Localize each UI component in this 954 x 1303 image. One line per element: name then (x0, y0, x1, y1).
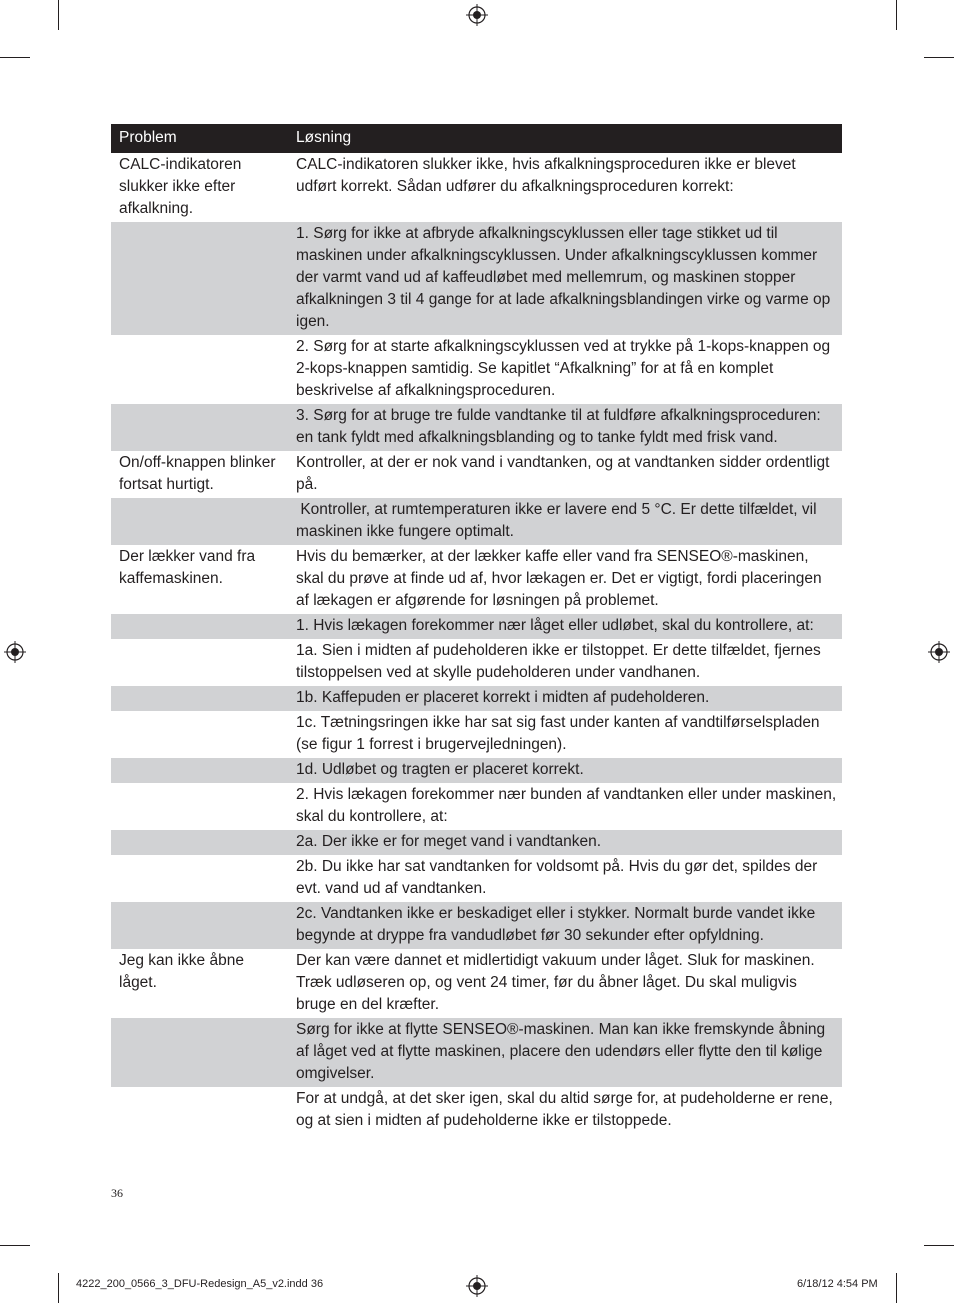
table-row (111, 758, 842, 783)
table-row (111, 711, 842, 758)
cell-solution: 1c. Tætningsringen ikke har sat sig fast under kanten af vandtilførselspladen (se figur 1 forrest i brugervejledningen). (296, 714, 824, 753)
cell-problem: Der lækker vand fra kaffemaskinen. (119, 548, 256, 587)
cell-solution: Kontroller, at rumtemperaturen ikke er lavere end 5 °C. Er dette tilfældet, vil maskinen ikke fungere optimalt. (296, 501, 821, 540)
crop-mark (58, 1273, 59, 1303)
cell-solution: Kontroller, at der er nok vand i vandtanken, og at vandtanken sidder ordentligt på. (296, 454, 834, 493)
cell-solution: 1a. Sien i midten af pudeholderen ikke er tilstoppet. Er dette tilfældet, fjernes tilstoppelsen ved at skylle pudeholderen under vandhanen. (296, 642, 826, 681)
table-row (111, 404, 842, 451)
slug-date: 6/18/12 4:54 PM (797, 1278, 878, 1290)
cell-problem (111, 855, 288, 902)
table-row (111, 830, 842, 855)
cell-problem: CALC-indikatoren slukker ikke efter afkalkning. (119, 156, 242, 217)
table-row (111, 153, 842, 222)
table-row (111, 686, 842, 711)
table-row (111, 855, 842, 902)
crop-mark (896, 0, 897, 30)
cell-problem (111, 335, 288, 404)
cell-problem (111, 830, 288, 855)
cell-solution: 2b. Du ikke har sat vandtanken for voldsomt på. Hvis du gør det, spildes der evt. vand ud af vandtanken. (296, 858, 822, 897)
cell-problem (111, 404, 288, 451)
table-body (111, 153, 842, 1134)
table-row (111, 498, 842, 545)
cell-solution: 2c. Vandtanken ikke er beskadiget eller i stykker. Normalt burde vandet ikke begynde at dryppe fra vandudløbet før 30 sekunder efter opfyldning. (296, 905, 820, 944)
cell-problem: On/off-knappen blinker fortsat hurtigt. (119, 454, 276, 493)
cell-problem (111, 222, 288, 335)
troubleshooting-table (111, 124, 842, 1134)
crop-mark (924, 1245, 954, 1246)
table-row (111, 902, 842, 949)
cell-solution: 1d. Udløbet og tragten er placeret korrekt. (296, 761, 584, 778)
cell-problem (111, 639, 288, 686)
crop-mark (0, 57, 30, 58)
table-row (111, 639, 842, 686)
crop-mark (0, 1245, 30, 1246)
table-row (111, 545, 842, 614)
cell-problem (111, 614, 288, 639)
cell-problem (111, 783, 288, 830)
table-header (111, 124, 842, 153)
header-solution: Løsning (296, 128, 352, 146)
cell-solution: Hvis du bemærker, at der lækker kaffe eller vand fra SENSEO®-maskinen, skal du prøve at finde ud af, hvor lækagen er. Det er vigtigt, fordi placeringen af lækagen er afgørende for løsningen på problemet. (296, 548, 826, 609)
cell-problem (111, 1087, 288, 1134)
cell-problem (111, 758, 288, 783)
crop-mark (896, 1273, 897, 1303)
table-row (111, 222, 842, 335)
cell-solution: 3. Sørg for at bruge tre fulde vandtanke til at fuldføre afkalkningsproceduren: en tank fyldt med afkalkningsblanding og to tanke fyldt med frisk vand. (296, 407, 826, 446)
cell-problem (111, 498, 288, 545)
header-problem: Problem (119, 128, 177, 146)
registration-mark-icon (466, 4, 488, 26)
table-row (111, 451, 842, 498)
registration-mark-icon (928, 641, 950, 663)
cell-solution: Sørg for ikke at flytte SENSEO®-maskinen. Man kan ikke fremskynde åbning af låget ved at flytte maskinen, placere den udendørs eller flytte den til kølige omgivelser. (296, 1021, 830, 1082)
cell-problem (111, 711, 288, 758)
cell-problem (111, 1018, 288, 1087)
cell-solution: 2a. Der ikke er for meget vand i vandtanken. (296, 833, 601, 850)
cell-problem (111, 686, 288, 711)
cell-solution: Der kan være dannet et midlertidigt vakuum under låget. Sluk for maskinen. Træk udløseren op, og vent 24 timer, før du åbner låget. Du skal muligvis bruge en del kræfter. (296, 952, 819, 1013)
table-row (111, 614, 842, 639)
table-row (111, 1018, 842, 1087)
cell-solution: 1. Sørg for ikke at afbryde afkalkningscyklussen eller tage stikket ud til maskinen under afkalkningscyklussen. Under afkalkningscyklussen kommer der varmt vand ud af kaffeudløbet med mellemrum, og maskinen stopper afkalkningen 3 til 4 gange for at lade afkalkningsblandingen virke og varme op igen. (296, 225, 835, 330)
registration-mark-icon (4, 641, 26, 663)
slug-filename: 4222_200_0566_3_DFU-Redesign_A5_v2.indd 36 (76, 1278, 324, 1290)
cell-solution: For at undgå, at det sker igen, skal du altid sørge for, at pudeholderne er rene, og at sien i midten af pudeholderne ikke er tilstoppede. (296, 1090, 838, 1129)
table-row (111, 335, 842, 404)
crop-mark (924, 57, 954, 58)
cell-solution: 2. Hvis lækagen forekommer nær bunden af vandtanken eller under maskinen, skal du kontrollere, at: (296, 786, 841, 825)
table-row (111, 783, 842, 830)
cell-solution: 1. Hvis lækagen forekommer nær låget eller udløbet, skal du kontrollere, at: (296, 617, 814, 634)
registration-mark-icon (466, 1275, 488, 1297)
cell-solution: 2. Sørg for at starte afkalkningscyklussen ved at trykke på 1-kops-knappen og 2-kops-knappen samtidig. Se kapitlet “Afkalkning” for at få en komplet beskrivelse af afkalkningsproceduren. (296, 338, 835, 399)
cell-problem: Jeg kan ikke åbne låget. (119, 952, 244, 991)
table-row (111, 949, 842, 1018)
page-number: 36 (111, 1186, 123, 1200)
cell-solution: CALC-indikatoren slukker ikke, hvis afkalkningsproceduren ikke er blevet udført korrekt. Sådan udfører du afkalkningsproceduren korrekt: (296, 156, 800, 195)
table-row (111, 1087, 842, 1134)
crop-mark (58, 0, 59, 30)
cell-problem (111, 902, 288, 949)
cell-solution: 1b. Kaffepuden er placeret korrekt i midten af pudeholderen. (296, 689, 710, 706)
